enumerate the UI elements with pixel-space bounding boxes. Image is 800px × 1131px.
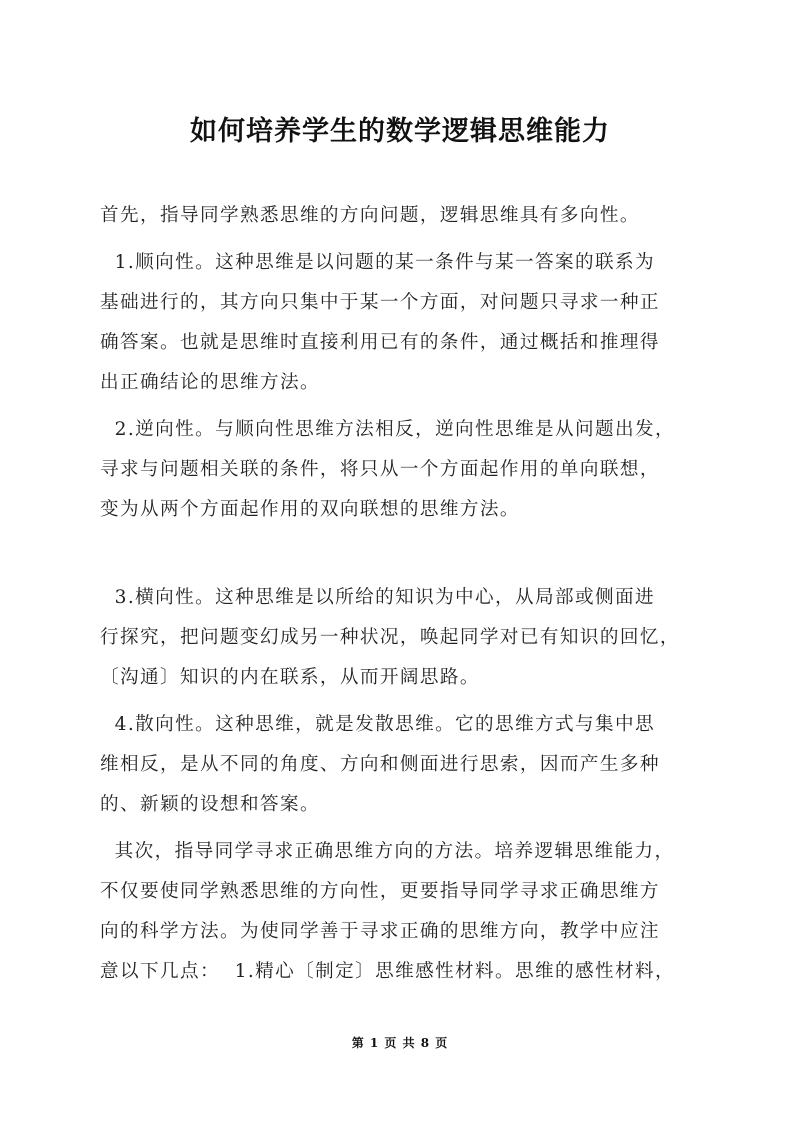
paragraph-line: 首先，指导同学熟悉思维的方向问题，逻辑思维具有多向性。 — [100, 205, 640, 226]
paragraph-line: 3.横向性。这种思维是以所给的知识为中心，从局部或侧面进 — [100, 587, 655, 608]
paragraph-line: 基础进行的，其方向只集中于某一个方面，对问题只寻求一种正 — [100, 292, 660, 313]
paragraph-line: 维相反，是从不同的角度、方向和侧面进行思索，因而产生多种 — [100, 754, 660, 775]
paragraph-line: 行探究，把问题变幻成另一种状况，唤起同学对已有知识的回忆， — [100, 627, 680, 648]
paragraph-line: 1.顺向性。这种思维是以问题的某一条件与某一答案的联系为 — [100, 252, 655, 273]
paragraph-line: 2.逆向性。与顺向性思维方法相反，逆向性思维是从问题出发， — [100, 419, 675, 440]
paragraph-line: 不仅要使同学熟悉思维的方向性，更要指导同学寻求正确思维方 — [100, 881, 660, 902]
paragraph-line: 确答案。也就是思维时直接利用已有的条件，通过概括和推理得 — [100, 332, 660, 353]
paragraph-line: 其次，指导同学寻求正确思维方向的方法。培养逻辑思维能力， — [100, 841, 675, 862]
paragraph-line: 变为从两个方面起作用的双向联想的思维方法。 — [100, 499, 520, 520]
paragraph-line: 4.散向性。这种思维，就是发散思维。它的思维方式与集中思 — [100, 714, 655, 735]
paragraph-line: 〔沟通〕知识的内在联系，从而开阔思路。 — [100, 667, 480, 688]
paragraph-line: 的、新颖的设想和答案。 — [100, 794, 320, 815]
paragraph-line: 向的科学方法。为使同学善于寻求正确的思维方向，教学中应注 — [100, 921, 660, 942]
paragraph-line: 寻求与问题相关联的条件，将只从一个方面起作用的单向联想， — [100, 459, 660, 480]
page-number-footer: 第 1 页 共 8 页 — [351, 1036, 449, 1050]
paragraph-line: 出正确结论的思维方法。 — [100, 372, 320, 393]
page-title: 如何培养学生的数学逻辑思维能力 — [190, 116, 610, 147]
paragraph-line: 意以下几点： 1.精心〔制定〕思维感性材料。思维的感性材料， — [100, 961, 675, 982]
